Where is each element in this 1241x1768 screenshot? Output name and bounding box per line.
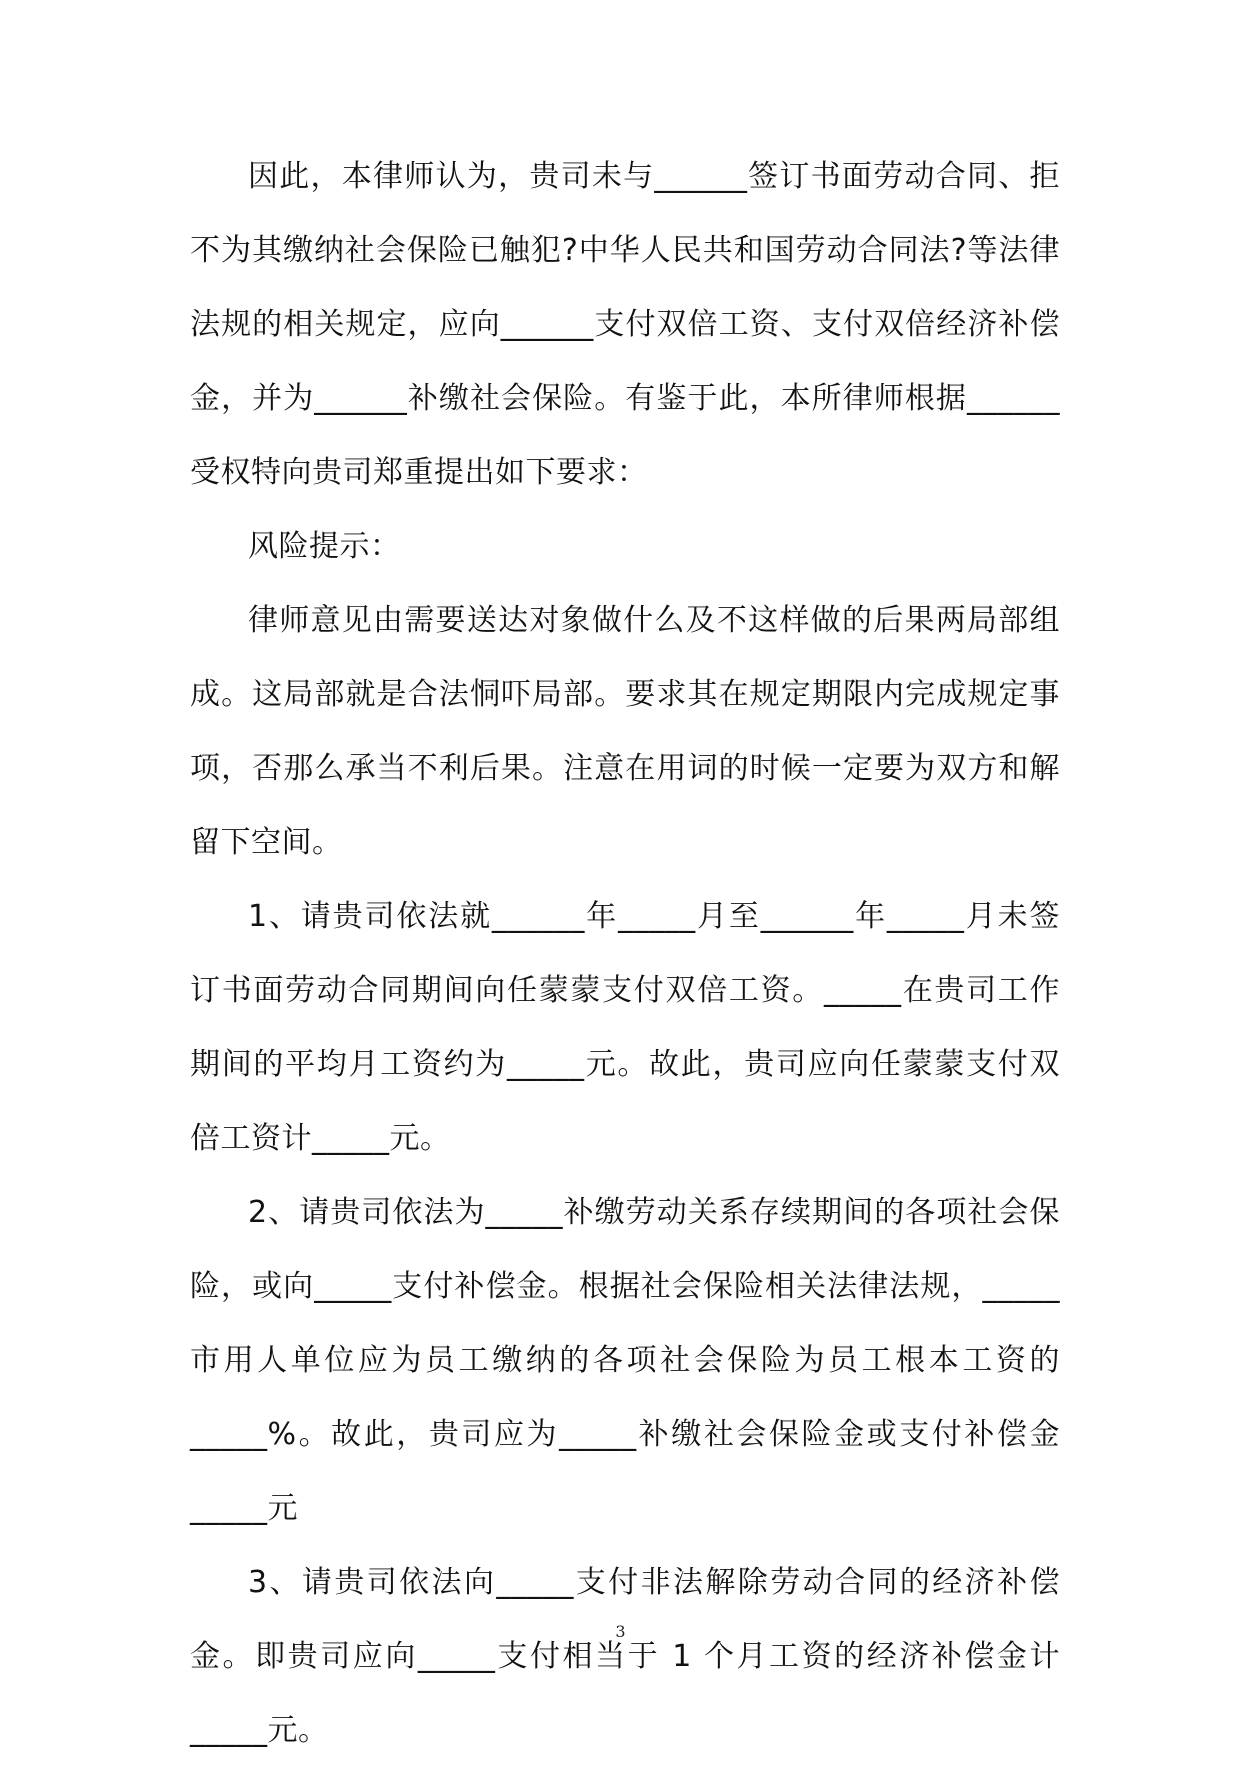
paragraph-demand-1: 1、请贵司依法就______年_____月至______年_____月未签订书面劳动合同期间向任蒙蒙支付双倍工资。_____在贵司工作期间的平均月工资约为_____元。故此，贵司应向任蒙蒙支付双倍工资计_____元。 [190,899,1060,1156]
paragraph-risk-heading: 风险提示： [248,529,401,564]
paragraph-conclusion: 因此，本律师认为，贵司未与______签订书面劳动合同、拒不为其缴纳社会保险已触犯?中华人民共和国劳动合同法?等法律法规的相关规定，应向______支付双倍工资、支付双倍经济补偿金，并为______补缴社会保险。有鉴于此，本所律师根据______受权特向贵司郑重提出如下要求： [190,159,1060,490]
document-body [190,140,1060,1768]
paragraph-demand-3: 3、请贵司依法向_____支付非法解除劳动合同的经济补偿金。即贵司应向_____支付相当于 1 个月工资的经济补偿金计_____元。 [190,1565,1060,1748]
paragraph-demand-2: 2、请贵司依法为_____补缴劳动关系存续期间的各项社会保险，或向_____支付补偿金。根据社会保险相关法律法规，_____市用人单位应为员工缴纳的各项社会保险为员工根本工资的_____%。故此，贵司应为_____补缴社会保险金或支付补偿金_____元 [190,1195,1060,1526]
paragraph-risk-note: 律师意见由需要送达对象做什么及不这样做的后果两局部组成。这局部就是合法恫吓局部。要求其在规定期限内完成规定事项，否那么承当不利后果。注意在用词的时候一定要为双方和解留下空间。 [190,603,1060,860]
page-number: 3 [615,1622,626,1641]
